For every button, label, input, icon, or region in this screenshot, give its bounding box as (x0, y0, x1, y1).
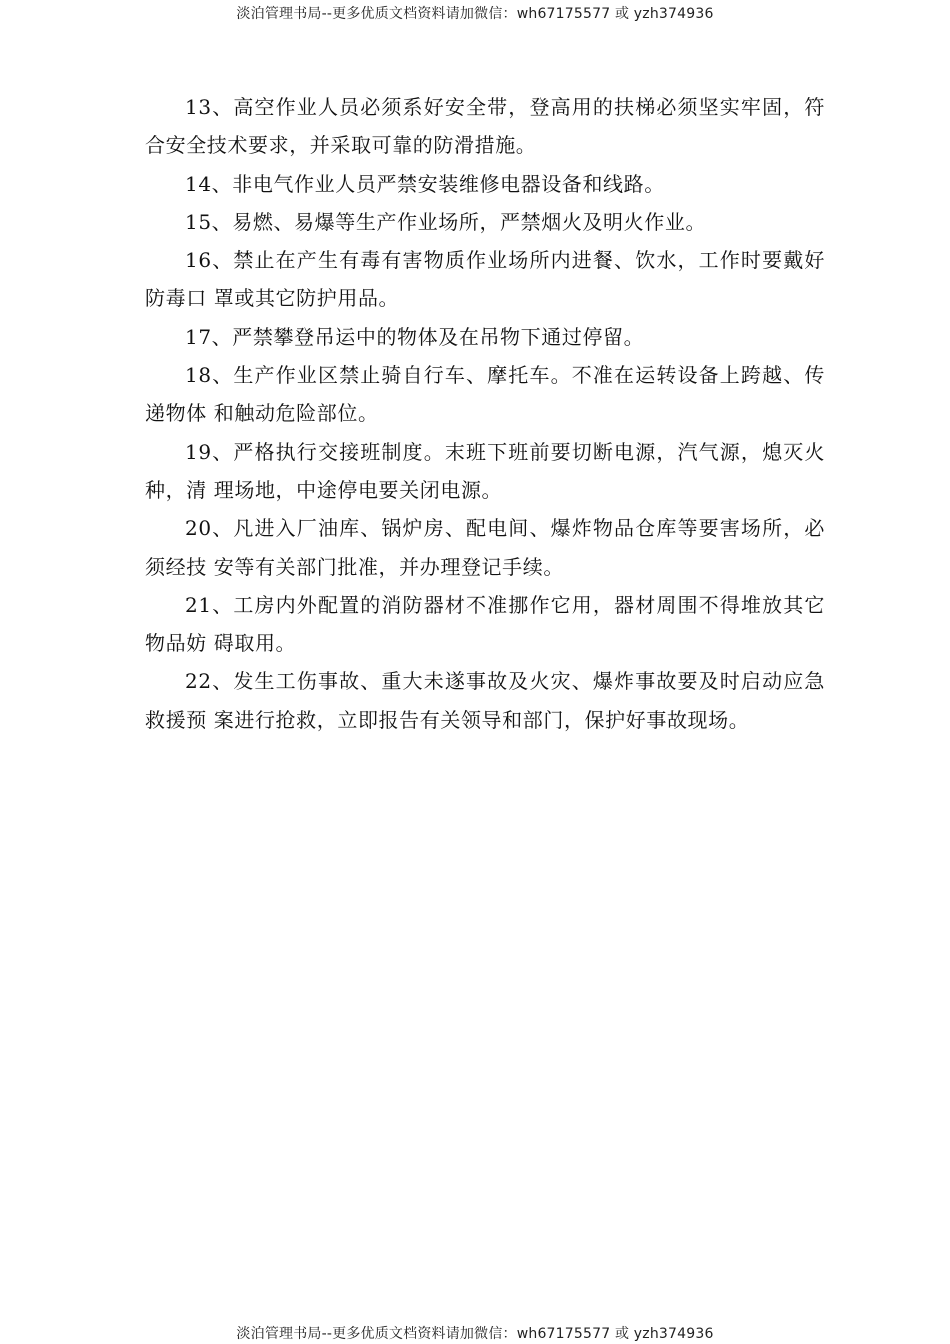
paragraph-17: 17、严禁攀登吊运中的物体及在吊物下通过停留。 (185, 324, 645, 349)
paragraph-19: 19、严格执行交接班制度。末班下班前要切断电源，汽气源，熄灭火种，清 理场地，中途停电要关闭电源。 (145, 439, 825, 502)
paragraph-20: 20、凡进入厂油库、锅炉房、配电间、爆炸物品仓库等要害场所，必须经技 安等有关部门批准，并办理登记手续。 (145, 516, 825, 579)
paragraph-18: 18、生产作业区禁止骑自行车、摩托车。不准在运转设备上跨越、传递物体 和触动危险部位。 (145, 363, 825, 426)
paragraph-21: 21、工房内外配置的消防器材不准挪作它用，器材周围不得堆放其它物品妨 碍取用。 (145, 592, 825, 656)
paragraph-13: 13、高空作业人员必须系好安全带，登高用的扶梯必须坚实牢固，符合安全技术要求，并采取可靠的防滑措施。 (145, 95, 825, 158)
header-watermark: 淡泊管理书局--更多优质文档资料请加微信：wh67175577 或 yzh374936 (236, 6, 714, 22)
paragraph-14: 14、非电气作业人员严禁安装维修电器设备和线路。 (185, 171, 665, 196)
paragraph-15: 15、易燃、易爆等生产作业场所，严禁烟火及明火作业。 (185, 209, 707, 234)
footer-watermark: 淡泊管理书局--更多优质文档资料请加微信：wh67175577 或 yzh374936 (236, 1326, 714, 1342)
paragraph-16: 16、禁止在产生有毒有害物质作业场所内进餐、饮水，工作时要戴好防毒口 罩或其它防护用品。 (145, 248, 825, 311)
paragraph-22: 22、发生工伤事故、重大未遂事故及火灾、爆炸事故要及时启动应急救援预 案进行抢救，立即报告有关领导和部门，保护好事故现场。 (145, 669, 825, 732)
document-body (145, 88, 825, 739)
